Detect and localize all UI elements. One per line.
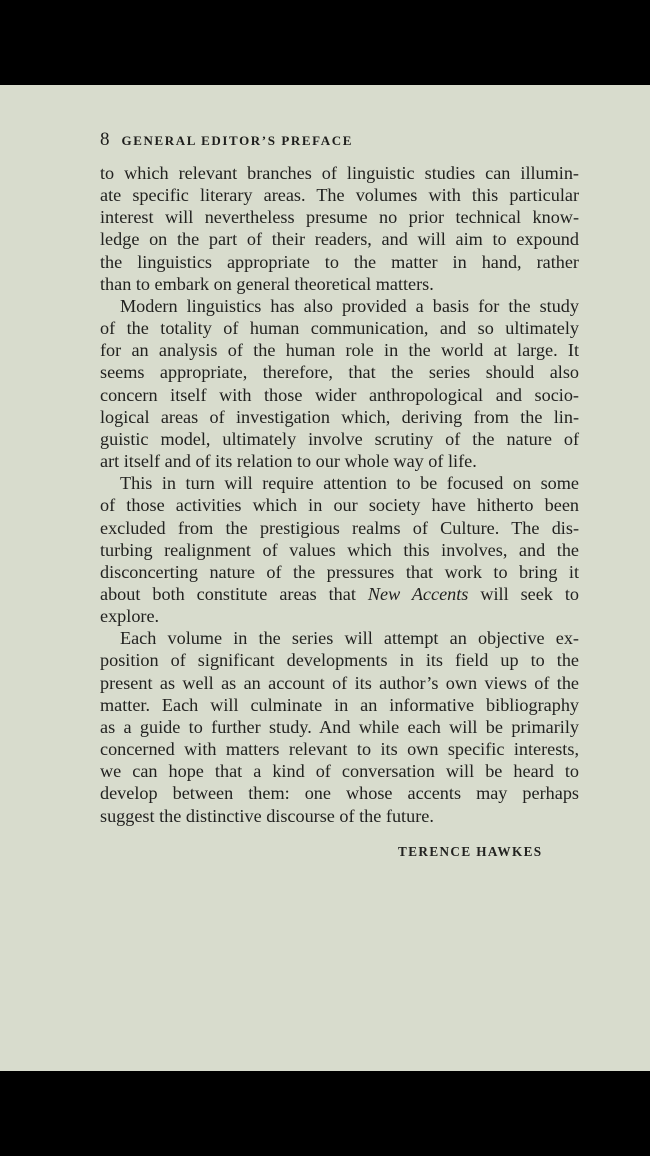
text-line: art itself and of its relation to our whole way of life. xyxy=(100,451,477,472)
text-line: explore. xyxy=(100,606,160,627)
text-line: Modern linguistics has also provided a basis for the study xyxy=(120,295,579,316)
text-line: of those activities which in our society have hitherto been xyxy=(100,495,579,516)
paragraph-3 xyxy=(100,472,579,627)
text-line: guistic model, ultimately involve scrutiny of the nature of xyxy=(100,428,579,449)
page-number: 8 xyxy=(100,129,110,150)
text-line: turbing realignment of values which this involves, and the xyxy=(100,539,579,560)
paragraph-4 xyxy=(100,627,579,826)
text-line: concerned with matters relevant to its own specific interests, xyxy=(100,739,579,760)
text-line: for an analysis of the human role in the world at large. It xyxy=(100,340,579,361)
text-line: ledge on the part of their readers, and will aim to expound xyxy=(100,229,579,250)
text-line: of the totality of human communication, and so ultimately xyxy=(100,318,579,339)
text-line: matter. Each will culminate in an informative bibliography xyxy=(100,694,579,715)
text-line: suggest the distinctive discourse of the future. xyxy=(100,805,434,826)
body-text xyxy=(100,162,579,827)
text-line: This in turn will require attention to be focused on some xyxy=(120,473,579,494)
text-line: disconcerting nature of the pressures that work to bring it xyxy=(100,561,579,582)
paragraph-2 xyxy=(100,295,579,472)
series-title: New Accents xyxy=(367,583,469,604)
text-line: than to embark on general theoretical matters. xyxy=(100,273,434,294)
running-title: GENERAL EDITOR’S PREFACE xyxy=(121,133,354,148)
text-line-with-title xyxy=(100,583,579,605)
text-line: develop between them: one whose accents may perhaps xyxy=(100,783,579,804)
text-line: the linguistics appropriate to the matter in hand, rather xyxy=(100,251,579,272)
text-line: logical areas of investigation which, deriving from the lin- xyxy=(100,406,579,427)
text-line: concern itself with those wider anthropological and socio- xyxy=(100,384,579,405)
text-line: to which relevant branches of linguistic studies can illumin- xyxy=(100,163,579,183)
text-fragment: will seek to xyxy=(480,583,579,604)
text-line: as a guide to further study. And while each will be primarily xyxy=(100,716,579,737)
text-line: excluded from the prestigious realms of Culture. The dis- xyxy=(100,517,579,538)
paragraph-1 xyxy=(100,162,579,295)
author-signature: TERENCE HAWKES xyxy=(398,844,543,859)
book-page xyxy=(0,85,650,1071)
text-line: we can hope that a kind of conversation will be heard to xyxy=(100,761,579,782)
text-line: ate specific literary areas. The volumes with this particular xyxy=(100,185,579,206)
text-line: position of significant developments in its field up to the xyxy=(100,650,579,671)
text-line: Each volume in the series will attempt an objective ex- xyxy=(120,628,579,649)
text-line: present as well as an account of its author’s own views of the xyxy=(100,672,579,693)
running-head xyxy=(100,129,353,157)
text-fragment: about both constitute areas that xyxy=(100,583,356,604)
text-line: seems appropriate, therefore, that the series should also xyxy=(100,362,579,383)
text-line: interest will nevertheless presume no prior technical know- xyxy=(100,207,579,228)
